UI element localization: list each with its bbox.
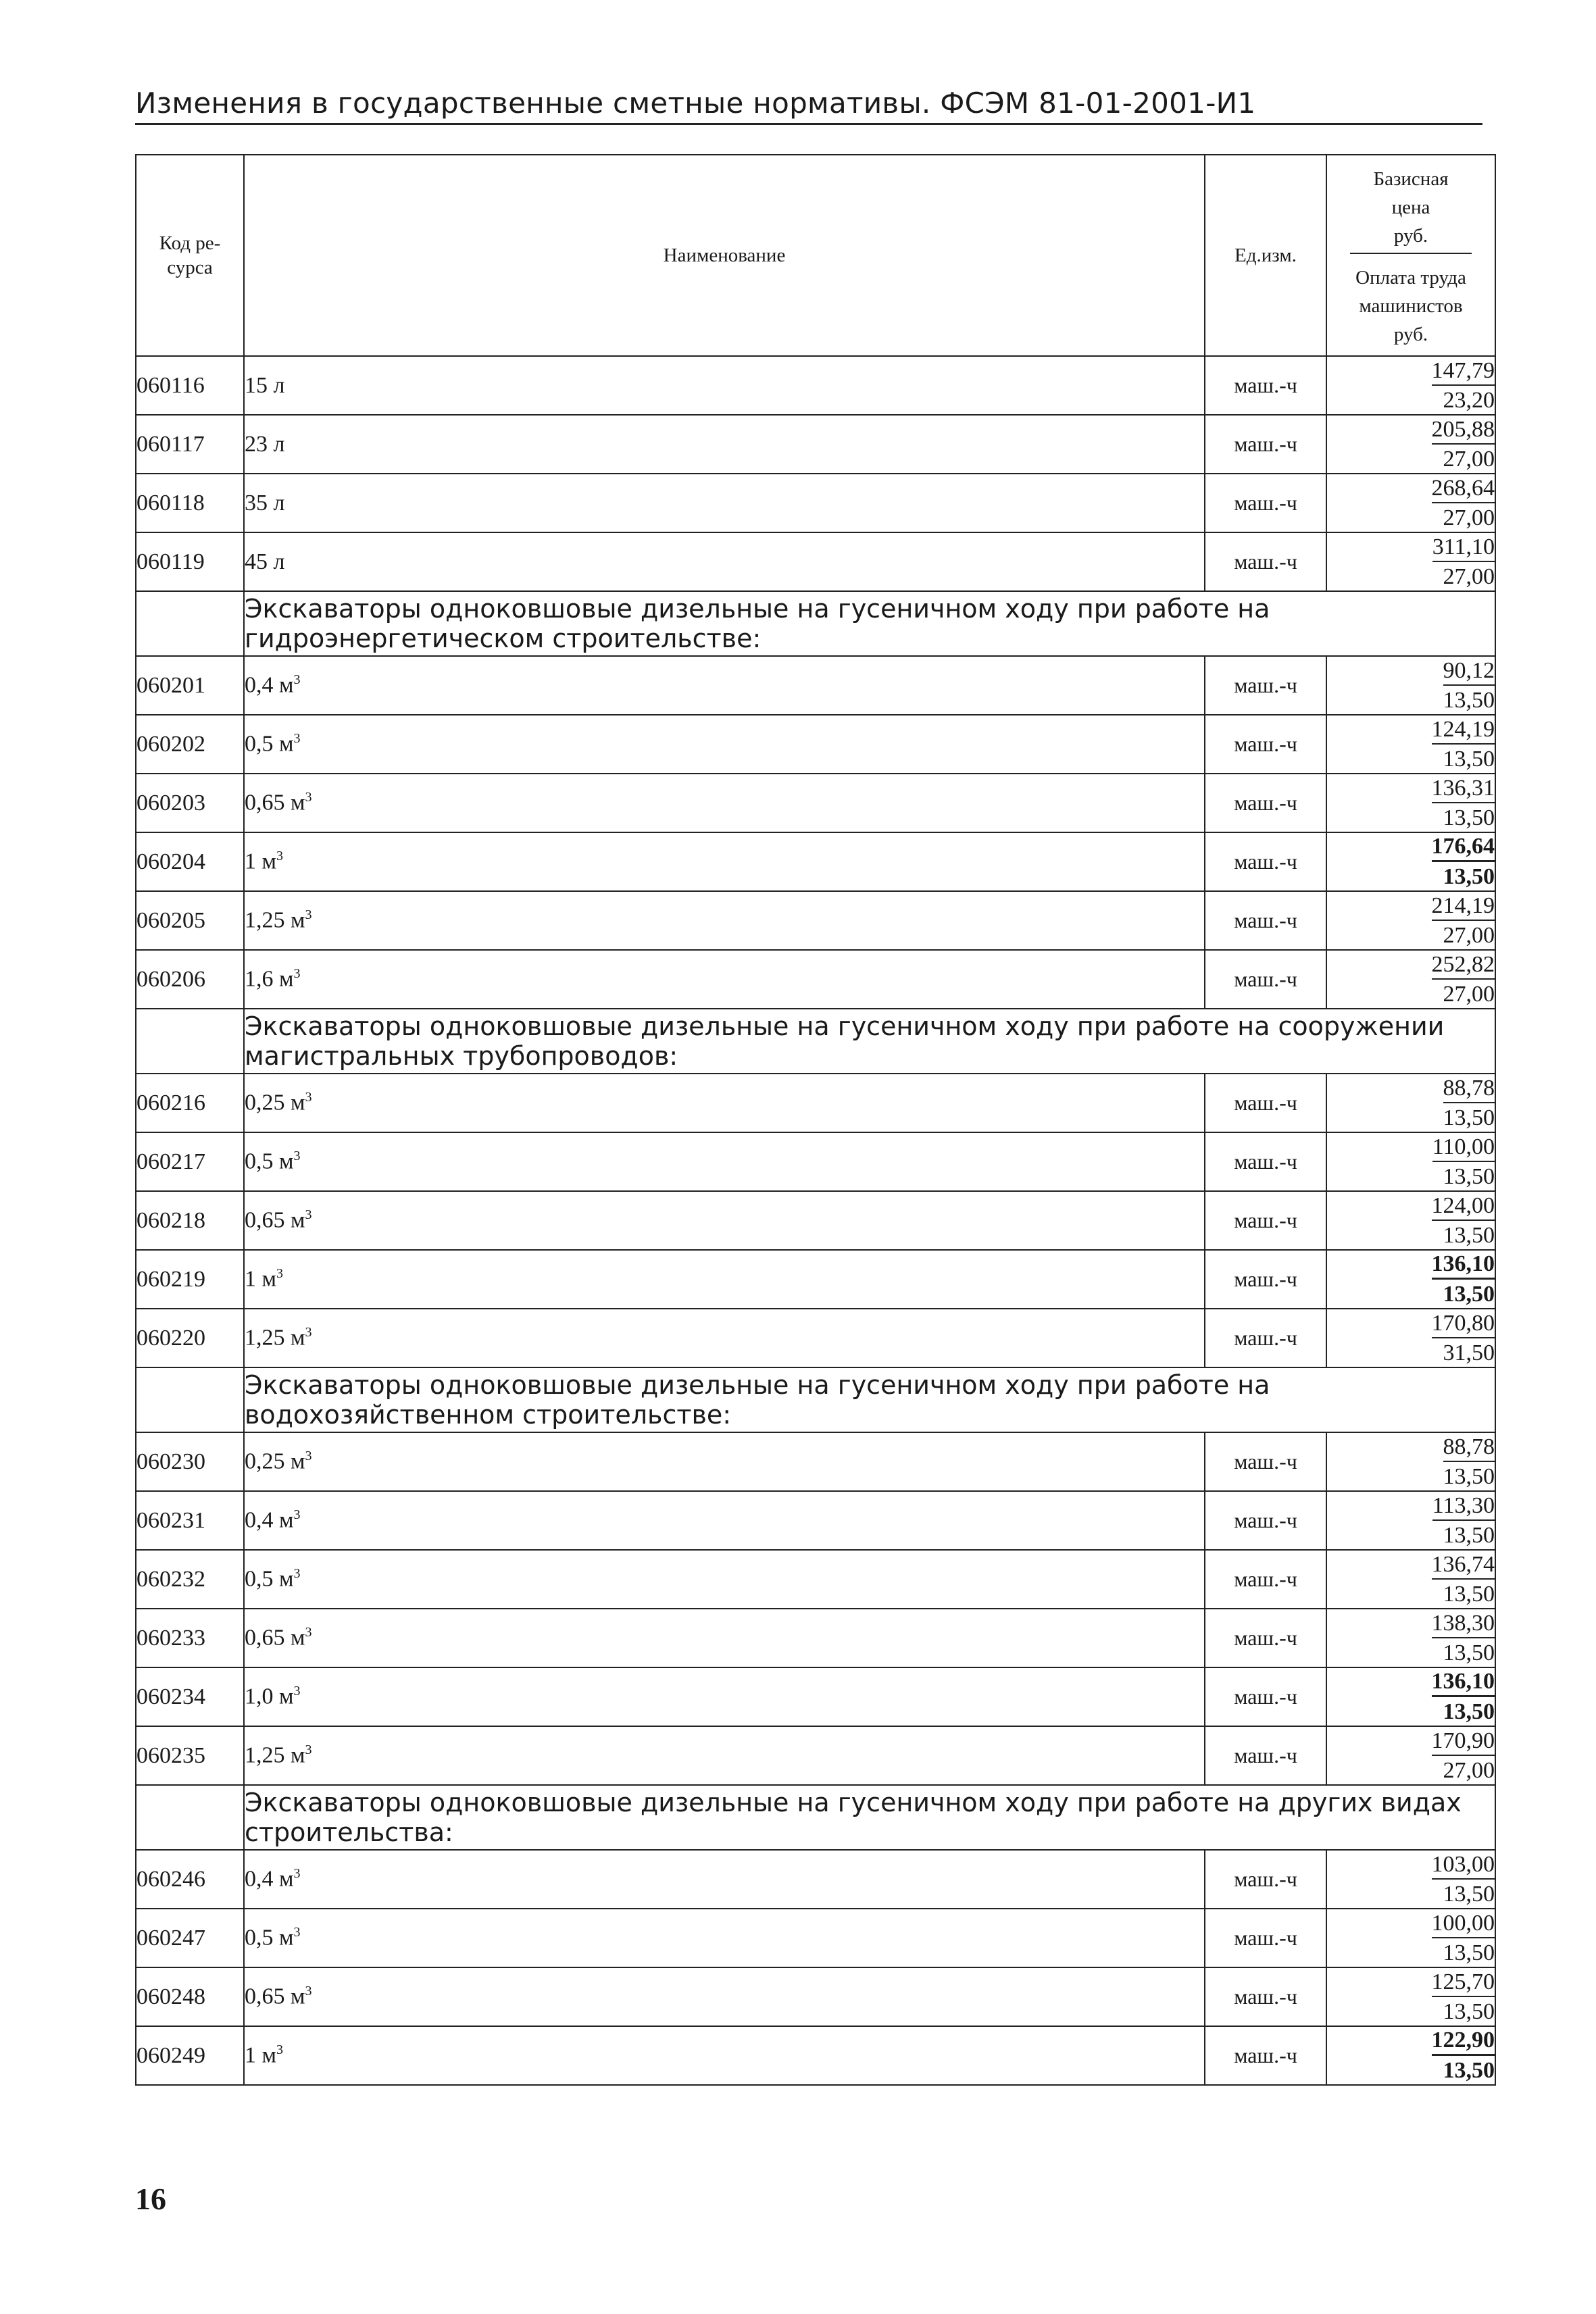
operator-labor-cost: 31,50 — [1443, 1340, 1495, 1365]
price-stack — [1327, 1728, 1495, 1784]
price-cell — [1326, 656, 1495, 715]
price-stack — [1327, 1075, 1495, 1132]
resource-name: 1 м — [245, 2042, 277, 2068]
price-cell — [1326, 1609, 1495, 1667]
unit: маш.-ч — [1205, 1074, 1326, 1132]
operator-labor-cost: 13,50 — [1443, 1282, 1495, 1307]
section-title-row — [136, 591, 1495, 656]
section-title-row — [136, 1785, 1495, 1850]
base-price: 138,30 — [1432, 1610, 1495, 1638]
cubic-superscript: 3 — [293, 1866, 301, 1882]
base-price: 100,00 — [1432, 1910, 1495, 1938]
table-body — [136, 356, 1495, 2085]
resource-name-cell — [244, 1432, 1205, 1491]
resource-name-cell — [244, 1609, 1205, 1667]
section-title: Экскаваторы одноковшовые дизельные на гусеничном ходу при работе на сооружении магистральных трубопроводов: — [244, 1009, 1495, 1074]
operator-labor-cost: 27,00 — [1443, 446, 1495, 472]
cubic-superscript: 3 — [293, 1149, 301, 1164]
price-stack — [1327, 1134, 1495, 1190]
section-code-cell — [136, 1367, 244, 1432]
unit: маш.-ч — [1205, 474, 1326, 532]
cubic-superscript: 3 — [293, 1507, 301, 1523]
base-price: 268,64 — [1432, 475, 1495, 503]
operator-labor-cost: 13,50 — [1443, 1881, 1495, 1907]
resource-name-cell — [244, 1250, 1205, 1309]
header-rule — [135, 123, 1482, 125]
unit: маш.-ч — [1205, 532, 1326, 591]
column-header-price-base: Базисная цена руб. — [1373, 168, 1449, 247]
table-row — [136, 1250, 1495, 1309]
cubic-superscript: 3 — [293, 1684, 301, 1699]
column-header-price-divider — [1350, 253, 1472, 254]
resource-name-cell — [244, 1550, 1205, 1609]
operator-labor-cost: 27,00 — [1443, 922, 1495, 948]
resource-code: 060235 — [136, 1726, 244, 1785]
resource-name: 0,4 м — [245, 672, 294, 698]
table-row — [136, 1967, 1495, 2026]
operator-labor-cost: 13,50 — [1443, 687, 1495, 713]
price-cell — [1326, 950, 1495, 1009]
price-stack — [1327, 1851, 1495, 1908]
resource-code: 060203 — [136, 774, 244, 832]
base-price: 136,31 — [1432, 775, 1495, 803]
price-stack — [1327, 1434, 1495, 1490]
resource-code: 060204 — [136, 832, 244, 891]
table-header-row — [136, 155, 1495, 356]
resource-code: 060118 — [136, 474, 244, 532]
resource-code: 060201 — [136, 656, 244, 715]
price-stack — [1327, 1551, 1495, 1608]
unit: маш.-ч — [1205, 950, 1326, 1009]
price-cell — [1326, 532, 1495, 591]
price-stack — [1327, 1668, 1495, 1726]
base-price: 170,80 — [1432, 1310, 1495, 1338]
base-price: 90,12 — [1443, 657, 1495, 686]
resource-code: 060218 — [136, 1191, 244, 1250]
table-row — [136, 415, 1495, 474]
table-row — [136, 1309, 1495, 1367]
resource-name: 1,0 м — [245, 1684, 294, 1709]
base-price: 110,00 — [1432, 1134, 1495, 1162]
price-cell — [1326, 1432, 1495, 1491]
cubic-superscript: 3 — [305, 907, 312, 923]
unit: маш.-ч — [1205, 1309, 1326, 1367]
price-cell — [1326, 1909, 1495, 1967]
section-title-row — [136, 1367, 1495, 1432]
resource-code: 060233 — [136, 1609, 244, 1667]
resource-name-cell — [244, 356, 1205, 415]
table-row — [136, 1191, 1495, 1250]
price-stack — [1327, 1910, 1495, 1967]
price-stack — [1327, 534, 1495, 590]
table-row — [136, 1609, 1495, 1667]
operator-labor-cost: 13,50 — [1443, 864, 1495, 889]
resource-name-cell — [244, 656, 1205, 715]
resource-name-cell — [244, 774, 1205, 832]
unit: маш.-ч — [1205, 415, 1326, 474]
cubic-superscript: 3 — [276, 2042, 284, 2058]
column-header-price — [1326, 155, 1495, 356]
table-row — [136, 715, 1495, 774]
base-price: 122,90 — [1432, 2027, 1495, 2056]
price-stack — [1327, 716, 1495, 773]
operator-labor-cost: 27,00 — [1443, 505, 1495, 530]
table-row — [136, 1850, 1495, 1909]
unit: маш.-ч — [1205, 715, 1326, 774]
base-price: 136,10 — [1432, 1668, 1495, 1697]
resource-name: 45 л — [245, 549, 285, 574]
resource-code: 060216 — [136, 1074, 244, 1132]
resource-code: 060230 — [136, 1432, 244, 1491]
price-cell — [1326, 891, 1495, 950]
section-code-cell — [136, 1785, 244, 1850]
base-price: 103,00 — [1432, 1851, 1495, 1880]
operator-labor-cost: 27,00 — [1443, 981, 1495, 1007]
resource-code: 060117 — [136, 415, 244, 474]
price-stack — [1327, 1251, 1495, 1308]
resource-name: 1,25 м — [245, 1325, 305, 1351]
operator-labor-cost: 13,50 — [1443, 1581, 1495, 1607]
unit: маш.-ч — [1205, 1850, 1326, 1909]
resource-code: 060217 — [136, 1132, 244, 1191]
base-price: 136,74 — [1432, 1551, 1495, 1580]
base-price: 125,70 — [1432, 1969, 1495, 1997]
price-cell — [1326, 2026, 1495, 2085]
unit: маш.-ч — [1205, 891, 1326, 950]
price-cell — [1326, 715, 1495, 774]
price-stack — [1327, 1610, 1495, 1667]
resource-name-cell — [244, 2026, 1205, 2085]
unit: маш.-ч — [1205, 1432, 1326, 1491]
price-cell — [1326, 1550, 1495, 1609]
cubic-superscript: 3 — [293, 966, 301, 982]
price-stack — [1327, 416, 1495, 473]
unit: маш.-ч — [1205, 1250, 1326, 1309]
page-number: 16 — [135, 2182, 166, 2216]
price-cell — [1326, 415, 1495, 474]
resource-name: 15 л — [245, 372, 285, 398]
unit: маш.-ч — [1205, 2026, 1326, 2085]
resource-name-cell — [244, 415, 1205, 474]
section-title: Экскаваторы одноковшовые дизельные на гусеничном ходу при работе на других видах строительства: — [244, 1785, 1495, 1850]
resource-name-cell — [244, 832, 1205, 891]
operator-labor-cost: 13,50 — [1443, 1222, 1495, 1248]
unit: маш.-ч — [1205, 1550, 1326, 1609]
column-header-name — [244, 155, 1205, 356]
price-stack — [1327, 2027, 1495, 2084]
price-stack — [1327, 1310, 1495, 1367]
cubic-superscript: 3 — [293, 1566, 301, 1582]
unit: маш.-ч — [1205, 1132, 1326, 1191]
unit: маш.-ч — [1205, 356, 1326, 415]
norms-table — [135, 154, 1496, 2086]
cubic-superscript: 3 — [305, 1984, 312, 1999]
price-stack — [1327, 357, 1495, 414]
resource-name-cell — [244, 1850, 1205, 1909]
table-row — [136, 532, 1495, 591]
cubic-superscript: 3 — [305, 1449, 312, 1464]
resource-name-cell — [244, 1909, 1205, 1967]
unit: маш.-ч — [1205, 1967, 1326, 2026]
table-row — [136, 2026, 1495, 2085]
operator-labor-cost: 13,50 — [1443, 1940, 1495, 1965]
operator-labor-cost: 13,50 — [1443, 1522, 1495, 1548]
price-stack — [1327, 1492, 1495, 1549]
unit: маш.-ч — [1205, 1191, 1326, 1250]
operator-labor-cost: 13,50 — [1443, 1163, 1495, 1189]
cubic-superscript: 3 — [305, 1090, 312, 1105]
base-price: 136,10 — [1432, 1251, 1495, 1280]
unit: маш.-ч — [1205, 1909, 1326, 1967]
base-price: 170,90 — [1432, 1728, 1495, 1756]
price-cell — [1326, 1667, 1495, 1726]
cubic-superscript: 3 — [293, 1925, 301, 1940]
operator-labor-cost: 13,50 — [1443, 1463, 1495, 1489]
resource-name-cell — [244, 1491, 1205, 1550]
section-code-cell — [136, 591, 244, 656]
column-header-code-label: Код ре- сурса — [159, 232, 221, 278]
price-cell — [1326, 474, 1495, 532]
column-header-name-label: Наименование — [663, 244, 786, 266]
table-row — [136, 1909, 1495, 1967]
cubic-superscript: 3 — [305, 790, 312, 805]
table-row — [136, 891, 1495, 950]
column-header-code — [136, 155, 244, 356]
table-row — [136, 1432, 1495, 1491]
price-stack — [1327, 833, 1495, 890]
table-row — [136, 474, 1495, 532]
operator-labor-cost: 27,00 — [1443, 563, 1495, 589]
table-row — [136, 356, 1495, 415]
column-header-price-labor: Оплата труда машинистов руб. — [1355, 267, 1466, 346]
table-row — [136, 1491, 1495, 1550]
resource-name-cell — [244, 950, 1205, 1009]
table-row — [136, 950, 1495, 1009]
table-row — [136, 1074, 1495, 1132]
unit: маш.-ч — [1205, 1726, 1326, 1785]
resource-code: 060249 — [136, 2026, 244, 2085]
resource-name: 0,4 м — [245, 1866, 294, 1892]
resource-name: 35 л — [245, 490, 285, 515]
column-header-unit-label: Ед.изм. — [1235, 244, 1297, 266]
resource-code: 060247 — [136, 1909, 244, 1967]
cubic-superscript: 3 — [305, 1325, 312, 1340]
resource-name: 1 м — [245, 849, 277, 874]
price-cell — [1326, 1309, 1495, 1367]
base-price: 214,19 — [1432, 892, 1495, 921]
section-title: Экскаваторы одноковшовые дизельные на гусеничном ходу при работе на гидроэнергетическом строительстве: — [244, 591, 1495, 656]
price-cell — [1326, 1074, 1495, 1132]
resource-code: 060206 — [136, 950, 244, 1009]
resource-code: 060248 — [136, 1967, 244, 2026]
base-price: 205,88 — [1432, 416, 1495, 445]
resource-name-cell — [244, 1726, 1205, 1785]
price-stack — [1327, 775, 1495, 832]
base-price: 124,00 — [1432, 1192, 1495, 1221]
base-price: 176,64 — [1432, 833, 1495, 862]
price-cell — [1326, 832, 1495, 891]
resource-name: 0,5 м — [245, 1925, 294, 1951]
resource-name: 0,65 м — [245, 790, 305, 815]
operator-labor-cost: 27,00 — [1443, 1757, 1495, 1783]
cubic-superscript: 3 — [305, 1625, 312, 1640]
resource-code: 060116 — [136, 356, 244, 415]
operator-labor-cost: 13,50 — [1443, 1640, 1495, 1665]
operator-labor-cost: 13,50 — [1443, 805, 1495, 830]
price-cell — [1326, 774, 1495, 832]
unit: маш.-ч — [1205, 1609, 1326, 1667]
operator-labor-cost: 13,50 — [1443, 1998, 1495, 2024]
base-price: 311,10 — [1432, 534, 1495, 562]
resource-name: 1,25 м — [245, 1742, 305, 1768]
cubic-superscript: 3 — [276, 849, 284, 864]
price-stack — [1327, 1969, 1495, 2026]
price-cell — [1326, 1491, 1495, 1550]
resource-name-cell — [244, 474, 1205, 532]
resource-code: 060219 — [136, 1250, 244, 1309]
resource-name: 0,25 м — [245, 1090, 305, 1115]
resource-name: 1 м — [245, 1266, 277, 1292]
section-title: Экскаваторы одноковшовые дизельные на гусеничном ходу при работе на водохозяйственном строительстве: — [244, 1367, 1495, 1432]
unit: маш.-ч — [1205, 774, 1326, 832]
resource-name: 0,5 м — [245, 731, 294, 757]
price-cell — [1326, 356, 1495, 415]
resource-name-cell — [244, 1667, 1205, 1726]
base-price: 124,19 — [1432, 716, 1495, 745]
resource-name: 0,5 м — [245, 1566, 294, 1592]
resource-name-cell — [244, 1132, 1205, 1191]
section-code-cell — [136, 1009, 244, 1074]
unit: маш.-ч — [1205, 1667, 1326, 1726]
resource-name: 0,65 м — [245, 1625, 305, 1651]
unit: маш.-ч — [1205, 656, 1326, 715]
price-cell — [1326, 1967, 1495, 2026]
table-row — [136, 1132, 1495, 1191]
table-row — [136, 656, 1495, 715]
base-price: 88,78 — [1443, 1434, 1495, 1462]
page-header: Изменения в государственные сметные нормативы. ФСЭМ 81-01-2001-И1 — [135, 86, 1256, 120]
operator-labor-cost: 23,20 — [1443, 387, 1495, 413]
base-price: 252,82 — [1432, 951, 1495, 980]
resource-name: 0,65 м — [245, 1207, 305, 1233]
price-stack — [1327, 657, 1495, 714]
base-price: 113,30 — [1432, 1492, 1495, 1521]
unit: маш.-ч — [1205, 1491, 1326, 1550]
operator-labor-cost: 13,50 — [1443, 746, 1495, 772]
cubic-superscript: 3 — [305, 1742, 312, 1758]
price-cell — [1326, 1850, 1495, 1909]
table-row — [136, 1667, 1495, 1726]
resource-code: 060246 — [136, 1850, 244, 1909]
resource-code: 060119 — [136, 532, 244, 591]
price-stack — [1327, 475, 1495, 532]
resource-code: 060220 — [136, 1309, 244, 1367]
cubic-superscript: 3 — [293, 672, 301, 688]
price-stack — [1327, 951, 1495, 1008]
cubic-superscript: 3 — [305, 1207, 312, 1223]
section-title-row — [136, 1009, 1495, 1074]
price-stack — [1327, 892, 1495, 949]
operator-labor-cost: 13,50 — [1443, 1105, 1495, 1130]
price-stack — [1327, 1192, 1495, 1249]
resource-name-cell — [244, 891, 1205, 950]
table-row — [136, 774, 1495, 832]
resource-code: 060234 — [136, 1667, 244, 1726]
resource-name: 0,25 м — [245, 1449, 305, 1474]
resource-name: 1,25 м — [245, 907, 305, 933]
resource-name-cell — [244, 1191, 1205, 1250]
resource-name-cell — [244, 1309, 1205, 1367]
resource-code: 060231 — [136, 1491, 244, 1550]
resource-name: 0,4 м — [245, 1507, 294, 1533]
price-cell — [1326, 1191, 1495, 1250]
price-cell — [1326, 1132, 1495, 1191]
operator-labor-cost: 13,50 — [1443, 2058, 1495, 2083]
resource-code: 060232 — [136, 1550, 244, 1609]
cubic-superscript: 3 — [293, 731, 301, 747]
resource-name: 0,5 м — [245, 1149, 294, 1174]
price-cell — [1326, 1250, 1495, 1309]
resource-code: 060205 — [136, 891, 244, 950]
cubic-superscript: 3 — [276, 1266, 284, 1282]
price-cell — [1326, 1726, 1495, 1785]
resource-name: 1,6 м — [245, 966, 294, 992]
resource-name-cell — [244, 1074, 1205, 1132]
resource-name: 0,65 м — [245, 1984, 305, 2009]
base-price: 88,78 — [1443, 1075, 1495, 1103]
resource-name-cell — [244, 715, 1205, 774]
resource-name-cell — [244, 532, 1205, 591]
operator-labor-cost: 13,50 — [1443, 1699, 1495, 1724]
resource-name-cell — [244, 1967, 1205, 2026]
table-row — [136, 1726, 1495, 1785]
resource-name: 23 л — [245, 431, 285, 457]
table-row — [136, 832, 1495, 891]
resource-code: 060202 — [136, 715, 244, 774]
column-header-unit — [1205, 155, 1326, 356]
table-row — [136, 1550, 1495, 1609]
unit: маш.-ч — [1205, 832, 1326, 891]
base-price: 147,79 — [1432, 357, 1495, 386]
